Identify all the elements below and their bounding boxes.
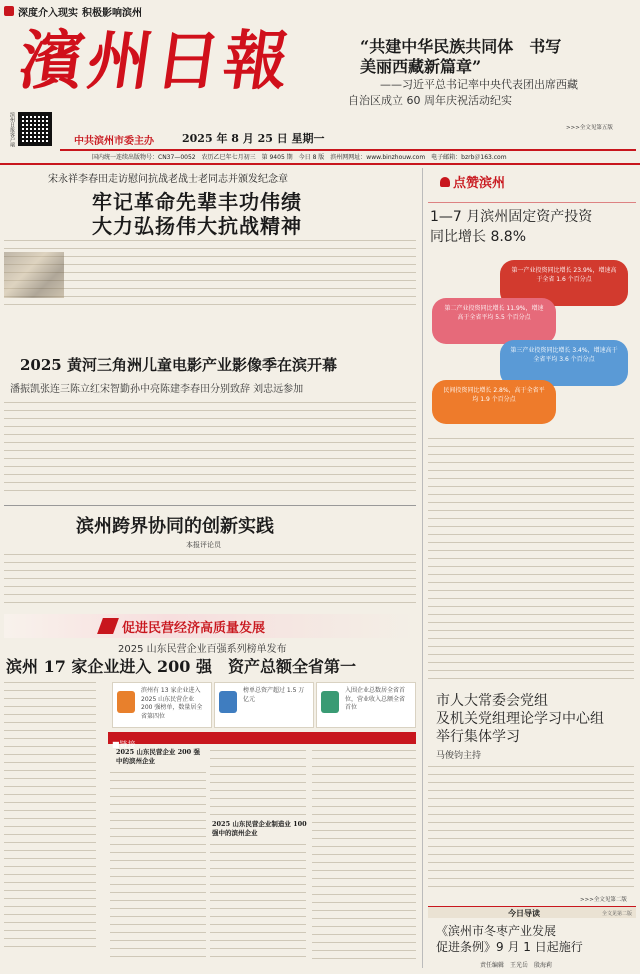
list-body-3 [210, 842, 306, 960]
top-headline-line1: “共建中华民族共同体 书写 [360, 37, 562, 56]
top-headline-line2: 美丽西藏新篇章” [360, 57, 482, 76]
list-body-2 [210, 748, 306, 818]
list-body-1 [110, 770, 206, 960]
list-heading-1: 2025 山东民营企业 200 强中的滨州企业 [116, 748, 200, 765]
lead-body [4, 238, 416, 310]
link-label-text: ■链接 [112, 740, 136, 749]
info-bar: 国内统一连续出版物号：CN37—0052 农历乙巳年七月初三 第 9405 期 今日 8 版 滨州网网址：www.binzhouw.com 电子邮箱：bzrb＠163.com [92, 154, 507, 161]
header-rule [60, 149, 636, 151]
guide-label: 今日导读 [508, 908, 540, 918]
guide-title-1: 《滨州市冬枣产业发展 [436, 924, 557, 938]
editors-line: 责任编辑 王光岳 殷海莉 [480, 962, 553, 969]
bubble-1-text: 第一产业投资同比增长 23.9%，增速高于全省 1.6 个百分点 [511, 267, 617, 283]
qr-code [18, 112, 52, 146]
card2-text: 榜单总资产超过 1.5 万亿元 [243, 687, 305, 703]
commentary-title: 滨州跨界协同的创新实践 [76, 516, 274, 537]
header-slogan [4, 4, 142, 18]
banner-text: 促进民营经济高质量发展 [122, 621, 266, 636]
section-tag [440, 172, 505, 191]
publisher: 中共滨州市委主办 [74, 136, 154, 147]
thumb-up-icon [440, 177, 450, 187]
guide-title-2: 促进条例》9 月 1 日起施行 [436, 940, 583, 954]
link-label [108, 732, 416, 749]
section-tag-text: 点赞滨州 [453, 176, 506, 191]
enterprise-kicker: 2025 山东民营企业百强系列榜单发布 [118, 644, 287, 655]
enterprise-body [4, 680, 96, 950]
fixed-asset-body [428, 436, 634, 684]
lead-photo [4, 252, 64, 298]
congress-title-1: 市人大常委会党组 [436, 693, 548, 709]
list-body-4 [312, 748, 416, 960]
guide-bar [428, 906, 636, 918]
list-heading-2: 2025 山东民营企业制造业 100 强中的滨州企业 [212, 820, 307, 837]
congress-body [428, 764, 634, 888]
banner [4, 614, 414, 638]
film-title: 2025 黄河三角洲儿童电影产业影像季在滨开幕 [20, 356, 337, 374]
lead-title-line1: 牢记革命先辈丰功伟绩 [92, 190, 302, 214]
congress-title-3: 举行集体学习 [436, 729, 520, 745]
card-green-icon [321, 691, 339, 713]
top-headline-note: >>>全文见第五版 [566, 125, 613, 131]
congress-note: >>>全文见第二版 [580, 897, 627, 903]
header-mark-icon [4, 6, 14, 16]
qr-caption: 滨州日报客户端 [9, 112, 15, 147]
section-tag-rule [428, 202, 636, 203]
card3-text: 入围企业总数居全省首位，营业收入总额全省首位 [345, 687, 406, 711]
commentary-byline: 本报评论员 [186, 541, 221, 549]
bubble-4-text: 民间投资同比增长 2.8%，高于全省平均 1.9 个百分点 [443, 387, 545, 403]
bubble-4 [432, 380, 556, 424]
stat-card-3 [316, 682, 416, 728]
enterprise-title: 滨州 17 家企业进入 200 强 资产总额全省第一 [6, 657, 356, 676]
commentary-rule [4, 505, 416, 506]
bubble-3-text: 第三产业投资同比增长 3.4%，增速高于全省平均 3.6 个百分点 [510, 347, 618, 363]
top-subtitle-line1: ——习近平总书记率中央代表团出席西藏 [380, 78, 578, 91]
congress-byline: 马俊钧主持 [436, 751, 482, 761]
fixed-asset-title-2: 同比增长 8.8% [430, 229, 527, 245]
commentary-body [4, 552, 416, 610]
bubble-2-text: 第二产业投资同比增长 11.9%，增速高于全省平均 5.5 个百分点 [444, 305, 544, 321]
fixed-asset-title-1: 1—7 月滨州固定资产投资 [430, 209, 593, 225]
lead-kicker: 宋永祥李春田走访慰问抗战老战士老同志并颁发纪念章 [48, 174, 288, 185]
masthead-logo: 濱州日報 [14, 24, 298, 99]
stat-card-2 [214, 682, 314, 728]
card-blue-icon [219, 691, 237, 713]
banner-icon [97, 618, 119, 634]
info-rule [0, 163, 640, 165]
card1-text: 滨州有 13 家企业进入 2025 山东民营企业 200 强榜单，数量居全省第四位 [141, 687, 203, 720]
film-subtitle: 潘振凯张连三陈立红宋智勤孙中亮陈建李春田分别致辞 刘忠远参加 [10, 384, 304, 395]
slogan-left: 深度介入现实 [18, 7, 78, 19]
card-orange-icon [117, 691, 135, 713]
lead-title-line2: 大力弘扬伟大抗战精神 [92, 214, 302, 238]
stat-card-1 [112, 682, 212, 728]
top-subtitle-line2: 自治区成立 60 周年庆祝活动纪实 [348, 94, 512, 107]
bubble-2 [432, 298, 556, 344]
congress-title-2: 及机关党组理论学习中心组 [436, 711, 604, 727]
slogan-right: 积极影响滨州 [82, 7, 142, 19]
sidebar-divider [422, 168, 423, 968]
guide-note: 全文见第二版 [601, 911, 632, 917]
issue-date: 2025 年 8 月 25 日 星期一 [182, 132, 325, 145]
film-body [4, 400, 416, 492]
